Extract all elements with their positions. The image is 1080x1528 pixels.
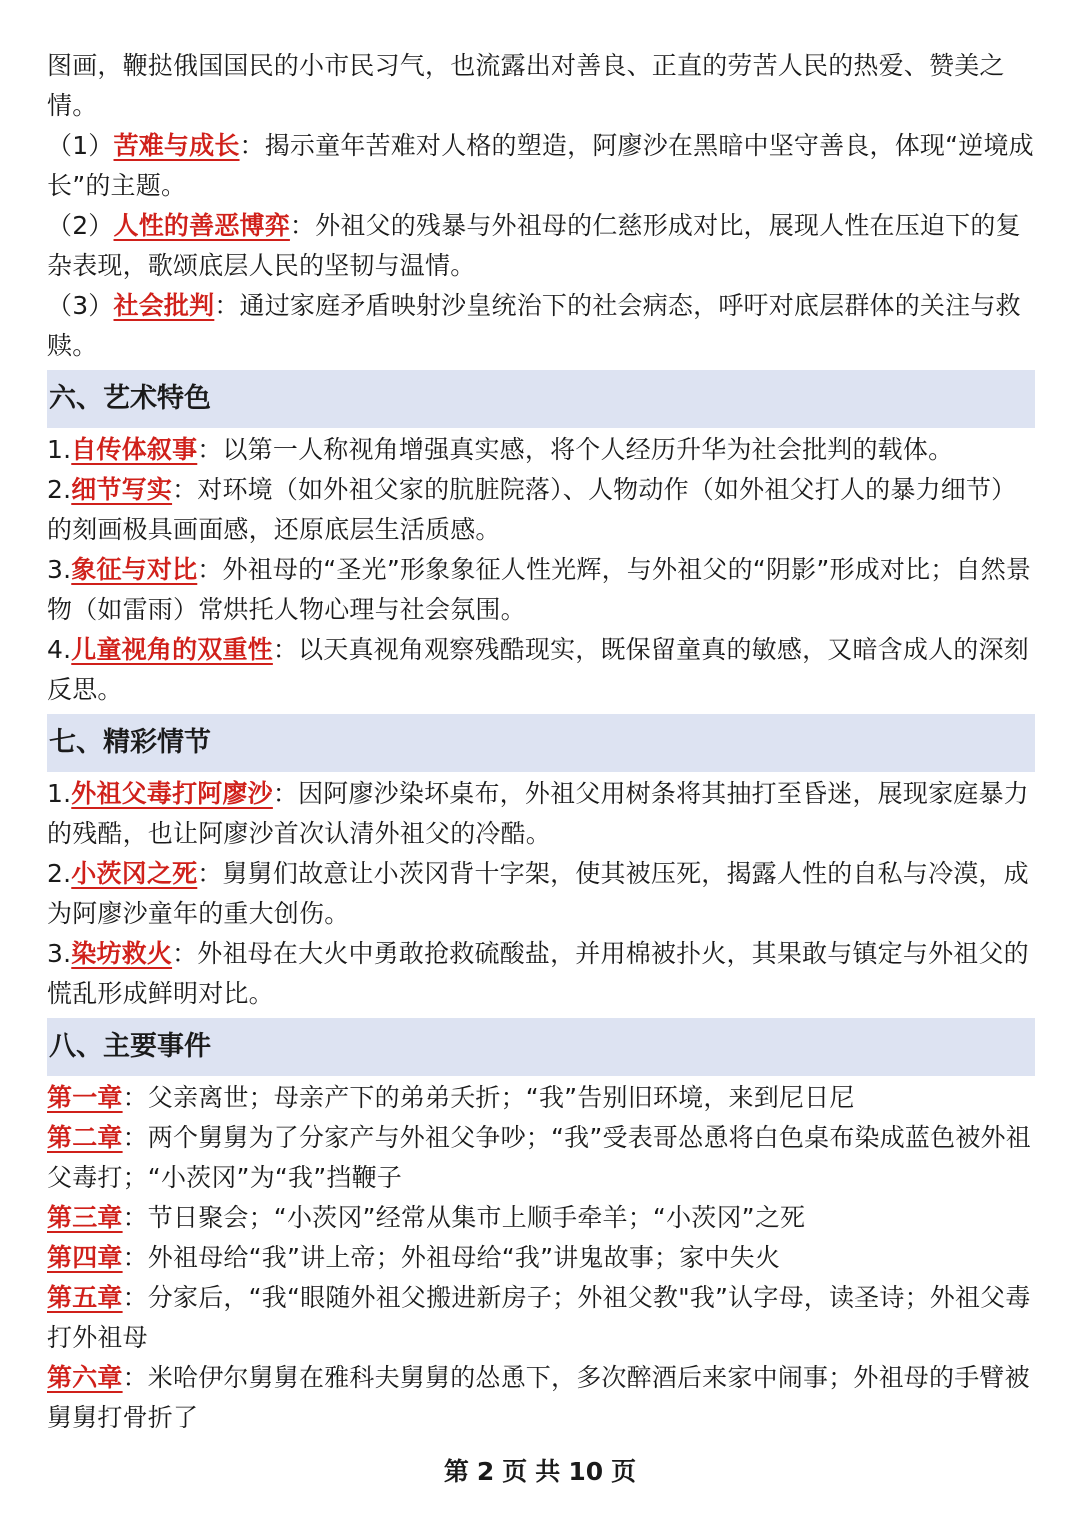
item-prefix: 3. — [47, 939, 72, 968]
art-item — [47, 470, 1035, 550]
theme-item — [47, 206, 1035, 286]
item-keyword: 小茨冈之死 — [71, 859, 198, 888]
event-item — [47, 1358, 1035, 1438]
item-text: ：外祖母给“我”讲上帝；外祖母给“我”讲鬼故事；家中失火 — [122, 1243, 781, 1272]
item-prefix: 1. — [47, 779, 72, 808]
item-keyword: 象征与对比 — [71, 555, 198, 584]
item-text: ：以第一人称视角增强真实感，将个人经历升华为社会批判的载体。 — [197, 435, 954, 464]
item-text: ：外祖父的残暴与外祖母的仁慈形成对比，展现人性在压迫下的复杂表现，歌颂底层人民的坚韧与温情。 — [47, 211, 1021, 280]
item-keyword: 人性的善恶博弈 — [113, 211, 290, 240]
page-footer — [0, 1452, 1080, 1488]
chapter-keyword: 第三章 — [47, 1203, 123, 1232]
item-text: ：舅舅们故意让小茨冈背十字架，使其被压死，揭露人性的自私与冷漠，成为阿廖沙童年的重大创伤。 — [47, 859, 1029, 928]
total-pages: 10 — [568, 1457, 604, 1486]
item-prefix: 4. — [47, 635, 72, 664]
item-prefix: （1） — [47, 131, 114, 160]
event-item — [47, 1198, 1035, 1238]
footer-word: 页 — [611, 1457, 637, 1486]
item-text: ：米哈伊尔舅舅在雅科夫舅舅的怂恿下，多次醉酒后来家中闹事；外祖母的手臂被舅舅打骨折了 — [47, 1363, 1030, 1432]
intro-paragraph: 图画，鞭挞俄国国民的小市民习气，也流露出对善良、正直的劳苦人民的热爱、赞美之情。 — [47, 51, 1005, 120]
theme-item — [47, 286, 1035, 366]
chapter-keyword: 第一章 — [47, 1083, 123, 1112]
item-text: ：揭示童年苦难对人格的塑造，阿廖沙在黑暗中坚守善良，体现“逆境成长”的主题。 — [47, 131, 1034, 200]
item-prefix: 2. — [47, 859, 72, 888]
item-text: ：对环境（如外祖父家的肮脏院落）、人物动作（如外祖父打人的暴力细节）的刻画极具画面感，还原底层生活质感。 — [47, 475, 1017, 544]
item-text: ：外祖母的“圣光”形象象征人性光辉，与外祖父的“阴影”形成对比；自然景物（如雷雨）常烘托人物心理与社会氛围。 — [47, 555, 1032, 624]
item-keyword: 儿童视角的双重性 — [71, 635, 273, 664]
item-prefix: （3） — [47, 291, 114, 320]
item-keyword: 社会批判 — [113, 291, 215, 320]
footer-word: 第 — [443, 1457, 469, 1486]
item-prefix: （2） — [47, 211, 114, 240]
item-keyword: 自传体叙事 — [71, 435, 198, 464]
item-text: ：以天真视角观察残酷现实，既保留童真的敏感，又暗含成人的深刻反思。 — [47, 635, 1029, 704]
section-heading-art: 六、艺术特色 — [47, 370, 1035, 428]
chapter-keyword: 第二章 — [47, 1123, 123, 1152]
event-item — [47, 1278, 1035, 1358]
footer-word: 页 — [502, 1457, 528, 1486]
footer-word: 共 — [535, 1457, 561, 1486]
plot-item — [47, 934, 1035, 1014]
art-item — [47, 430, 1035, 470]
item-text: ：外祖母在大火中勇敢抢救硫酸盐，并用棉被扑火，其果敢与镇定与外祖父的慌乱形成鲜明对比。 — [47, 939, 1029, 1008]
item-text: ：节日聚会；“小茨冈”经常从集市上顺手牵羊；“小茨冈”之死 — [122, 1203, 806, 1232]
section-heading-events: 八、主要事件 — [47, 1018, 1035, 1076]
chapter-keyword: 第六章 — [47, 1363, 123, 1392]
item-text: ：因阿廖沙染坏桌布，外祖父用树条将其抽打至昏迷，展现家庭暴力的残酷，也让阿廖沙首次认清外祖父的冷酷。 — [47, 779, 1029, 848]
event-item — [47, 1078, 1035, 1118]
page-number: 2 — [476, 1457, 495, 1486]
plot-item — [47, 854, 1035, 934]
chapter-keyword: 第五章 — [47, 1283, 123, 1312]
item-text: ：分家后，“我“眼随外祖父搬进新房子；外祖父教"我”认字母，读圣诗；外祖父毒打外祖母 — [47, 1283, 1031, 1352]
chapter-keyword: 第四章 — [47, 1243, 123, 1272]
item-keyword: 染坊救火 — [71, 939, 173, 968]
document-page — [47, 46, 1035, 1438]
item-prefix: 3. — [47, 555, 72, 584]
item-prefix: 2. — [47, 475, 72, 504]
art-item — [47, 630, 1035, 710]
item-text: ：父亲离世；母亲产下的弟弟夭折；“我”告别旧环境，来到尼日尼 — [122, 1083, 855, 1112]
event-item — [47, 1118, 1035, 1198]
art-item — [47, 550, 1035, 630]
item-prefix: 1. — [47, 435, 72, 464]
section-heading-plots: 七、精彩情节 — [47, 714, 1035, 772]
item-keyword: 细节写实 — [71, 475, 173, 504]
item-keyword: 外祖父毒打阿廖沙 — [71, 779, 273, 808]
item-text: ：两个舅舅为了分家产与外祖父争吵；“我”受表哥怂恿将白色桌布染成蓝色被外祖父毒打；“小茨冈”为“我”挡鞭子 — [47, 1123, 1031, 1192]
item-keyword: 苦难与成长 — [113, 131, 240, 160]
event-item — [47, 1238, 1035, 1278]
plot-item — [47, 774, 1035, 854]
item-text: ：通过家庭矛盾映射沙皇统治下的社会病态，呼吁对底层群体的关注与救赎。 — [47, 291, 1021, 360]
theme-item — [47, 126, 1035, 206]
